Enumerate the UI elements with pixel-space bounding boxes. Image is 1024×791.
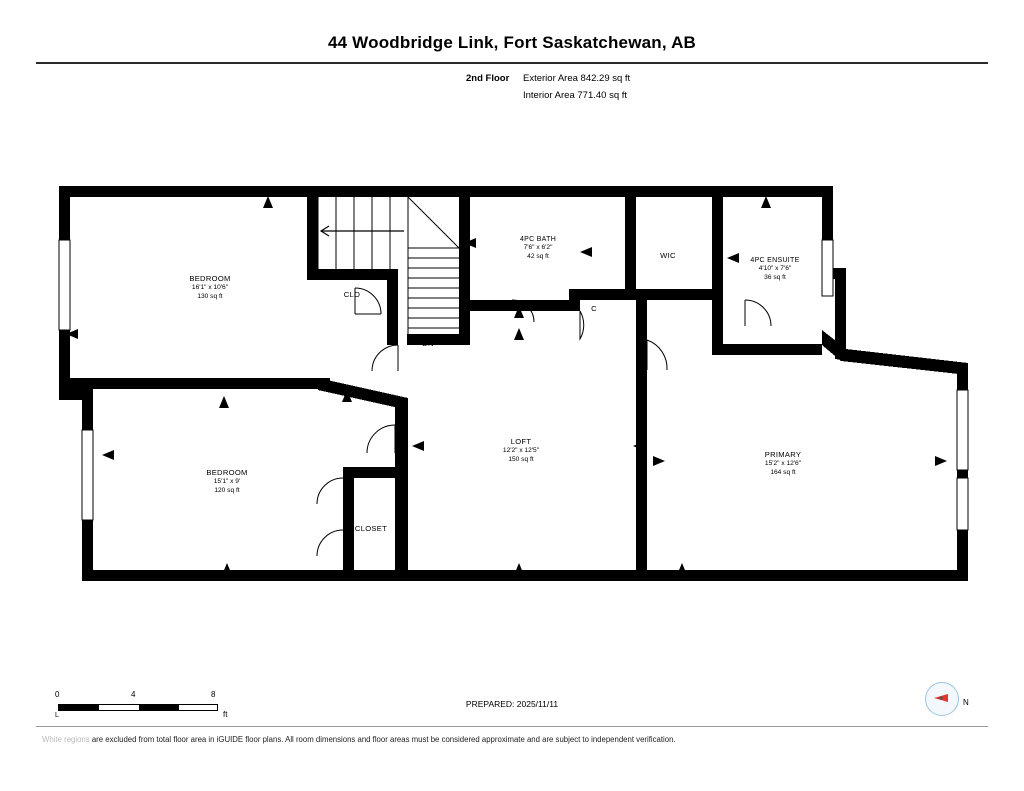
room-label-closet: CLOSET bbox=[354, 524, 388, 533]
scale-tick-4: 4 bbox=[131, 690, 136, 699]
room-label-4pc-ensuite: 4PC ENSUITE 4'10" x 7'6" 36 sq ft bbox=[750, 257, 800, 282]
compass-needle-icon bbox=[925, 682, 957, 714]
exterior-area-text: Exterior Area 842.29 sq ft bbox=[523, 73, 631, 84]
disclaimer-text bbox=[42, 735, 982, 744]
doors bbox=[317, 288, 771, 556]
interior-area-text: Interior Area 771.40 sq ft bbox=[523, 90, 628, 101]
scale-unit-label: ft bbox=[223, 710, 228, 719]
disclaimer-main-part: are excluded from total floor area in iGUIDE floor plans. All room dimensions and floor areas must be considered approximate and are subject to independent verification. bbox=[89, 735, 676, 744]
stair-up-arrow bbox=[321, 226, 404, 236]
room-label-4pc-bath: 4PC BATH 7'6" x 6'2" 42 sq ft bbox=[519, 236, 557, 261]
room-label-bedroom-1: BEDROOM 16'1" x 10'6" 130 sq ft bbox=[189, 274, 231, 301]
room-label-wic: WIC bbox=[660, 251, 676, 260]
floor-label: 2nd Floor bbox=[466, 73, 510, 84]
room-label-primary: PRIMARY 15'2" x 12'6" 164 sq ft bbox=[764, 450, 802, 477]
compass-rose bbox=[925, 682, 985, 718]
room-label-loft: LOFT 12'2" x 12'5" 150 sq ft bbox=[502, 437, 540, 464]
scale-left-mark: L bbox=[55, 712, 59, 719]
room-label-bedroom-2: BEDROOM 15'1" x 9' 120 sq ft bbox=[206, 468, 248, 495]
scale-tick-0: 0 bbox=[55, 690, 60, 699]
scale-tick-8: 8 bbox=[211, 690, 216, 699]
page-title: 44 Woodbridge Link, Fort Saskatchewan, AB bbox=[327, 33, 697, 52]
room-label-clo: CLO bbox=[343, 290, 361, 299]
prepared-date: PREPARED: 2025/11/11 bbox=[465, 699, 559, 709]
stair-dn-label: DN bbox=[422, 339, 434, 348]
compass-north-label: N bbox=[963, 698, 969, 707]
disclaimer-faded-part: White regions bbox=[42, 735, 90, 744]
footer-divider bbox=[36, 726, 988, 727]
room-label-c: C bbox=[591, 304, 597, 313]
